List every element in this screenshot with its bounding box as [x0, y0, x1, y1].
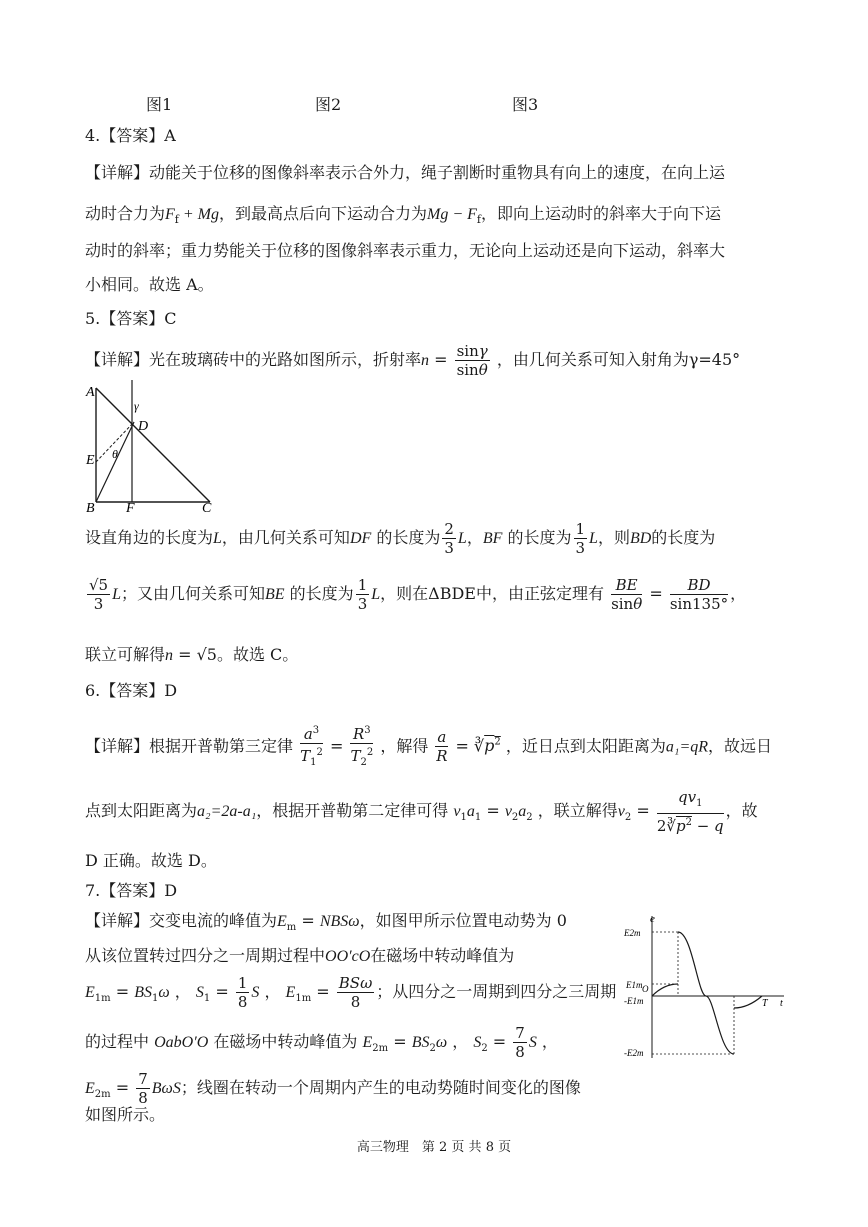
q7-detail-line1: 【详解】交变电流的峰值为$E_m = NBS\omega$，如图甲所示位置电动势为 0 — [85, 911, 567, 934]
label-d: D — [138, 419, 149, 434]
figure-caption-1: 图1 — [146, 95, 173, 114]
label-neg-e1m: -E1m — [624, 996, 644, 1006]
emf-curve-segment-3 — [734, 996, 762, 1008]
label-neg-e2m: -E2m — [624, 1048, 644, 1058]
q4-detail-line2: 动时合力为$F_f + Mg$，到最高点后向下运动合力为$Mg - F_f$，即向上运动时的斜率大于向下运 — [85, 204, 722, 227]
q5-detail-line4: 联立可解得n = √5。故选 C。 — [85, 645, 299, 664]
q5-light-path-figure — [84, 378, 224, 514]
label-a: A — [86, 385, 95, 400]
emf-curve-segment-2 — [678, 932, 734, 1054]
label-period: T — [762, 998, 768, 1009]
refracted-ray — [96, 422, 134, 502]
q4-detail-line3: 动时的斜率；重力势能关于位移的图像斜率表示重力，无论向上运动还是向下运动，斜率大 — [85, 241, 726, 260]
figure-caption-3: 图3 — [512, 95, 539, 114]
q6-answer: 6.【答案】D — [85, 681, 178, 700]
q7-emf-graph — [622, 912, 790, 1062]
label-t-axis: t — [780, 998, 783, 1009]
q4-answer: 4.【答案】A — [85, 126, 176, 145]
edge-ac — [96, 388, 210, 502]
label-origin: O — [642, 984, 649, 994]
emf-curve-segment-1 — [652, 984, 678, 996]
q5-detail-line1: 【详解】光在玻璃砖中的光路如图所示，折射率n = $\frac{\sin\gamma}{\sin\theta}$ ，由几何关系可知入射角为γ=45° — [85, 342, 741, 379]
page-footer: 高三物理 第 2 页 共 8 页 — [356, 1140, 512, 1155]
label-e: E — [86, 453, 95, 468]
q5-answer: 5.【答案】C — [85, 309, 177, 328]
label-gamma: γ — [134, 399, 139, 413]
q7-detail-line6: 如图所示。 — [85, 1105, 166, 1124]
q6-detail-line3: D 正确。故选 D。 — [85, 851, 217, 870]
label-e2m: E2m — [624, 928, 641, 938]
figure-caption-2: 图2 — [315, 95, 342, 114]
q4-detail-line1: 【详解】动能关于位移的图像斜率表示合外力，绳子割断时重物具有向上的速度，在向上运 — [85, 163, 726, 182]
label-c: C — [202, 501, 212, 514]
q6-detail-line1: 【详解】根据开普勒第三定律 $\frac{a^3}{T_1^2}$ = $\frac{R^3}{T_2^2}$ ，解得 $\frac{a}{R}$ = $∛p^2$ ，近日点到太阳距离为a₁=qR，故远日 — [85, 720, 772, 772]
q7-detail-line4: 的过程中 OabO′O 在磁场中转动峰值为 $E_{2m} = BS_2\omega$ ， $S_2$ = $\frac{7}{8}$ S ， — [85, 1024, 558, 1061]
q6-detail-line2: 点到太阳距离为a₂=2a-a₁，根据开普勒第二定律可得 $v_1a_1 = v_2a_2$ ，联立解得$v_2$ = $\frac{qv_1}{2∛p^2 - q}$ ，故 — [85, 788, 758, 835]
label-e1m: E1m — [626, 980, 643, 990]
q7-detail-line3: $E_{1m} = BS_1\omega$ ， $S_1$ = $\frac{1}{8}$ S ， $E_{1m}$ = $\frac{\text{BSω}}{8}$ ；从四分之一周期到四分之三周期 — [85, 974, 617, 1011]
q7-detail-line2: 从该位置转过四分之一周期过程中OO′cO在磁场中转动峰值为 — [85, 946, 515, 965]
label-e-axis: e — [650, 913, 655, 925]
label-f: F — [126, 501, 135, 514]
q4-detail-line4: 小相同。故选 A。 — [85, 275, 214, 294]
q7-answer: 7.【答案】D — [85, 881, 178, 900]
label-b: B — [86, 501, 95, 514]
label-theta: θ — [112, 447, 118, 461]
q7-detail-line5: $E_{2m}$ = $\frac{7}{8}$ BωS；线圈在转动一个周期内产生的电动势随时间变化的图像 — [85, 1070, 581, 1107]
q5-detail-line2: 设直角边的长度为L，由几何关系可知DF 的长度为 $\frac{2}{3}$ L，BF 的长度为 $\frac{1}{3}$ L，则BD的长度为 — [85, 520, 716, 557]
q5-detail-line3: $\frac{√5}{3}$ L；又由几何关系可知BE 的长度为 $\frac{1}{3}$ L，则在ΔBDE中，由正弦定理有 $\frac{BE}{\sin\theta}$ = $\frac{BD}{\sin 135^\circ}$ ， — [89, 576, 747, 613]
